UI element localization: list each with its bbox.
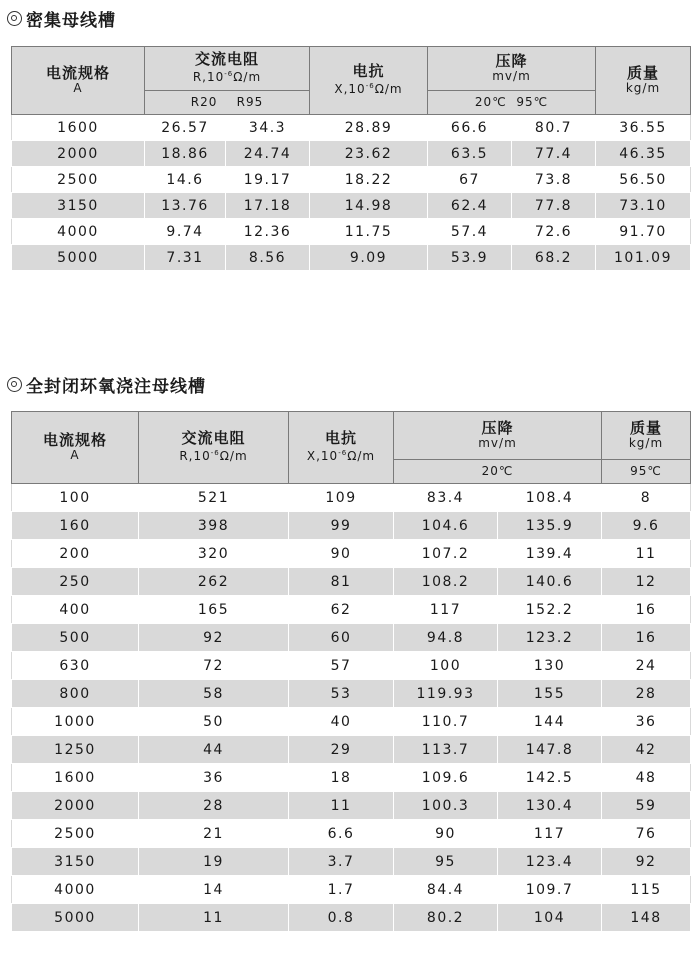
table-cell: 18 bbox=[289, 764, 394, 792]
section-1-title bbox=[7, 6, 116, 31]
table-cell: 142.5 bbox=[498, 764, 602, 792]
table-cell: 108.4 bbox=[498, 484, 602, 512]
table-cell: 77.4 bbox=[512, 141, 596, 167]
table-cell: 1600 bbox=[12, 764, 139, 792]
table-cell: 19 bbox=[139, 848, 289, 876]
table-row bbox=[12, 596, 691, 624]
table-row bbox=[12, 876, 691, 904]
table-cell: 9.6 bbox=[602, 512, 691, 540]
table-row bbox=[12, 624, 691, 652]
table-cell: 26.57 bbox=[145, 115, 226, 141]
table-cell: 73.8 bbox=[512, 167, 596, 193]
table-cell: 119.93 bbox=[394, 680, 498, 708]
table-cell: 14 bbox=[139, 876, 289, 904]
table-cell: 81 bbox=[289, 568, 394, 596]
table-cell: 84.4 bbox=[394, 876, 498, 904]
table-row bbox=[12, 568, 691, 596]
table-cell: 200 bbox=[12, 540, 139, 568]
table-cell: 2000 bbox=[12, 141, 145, 167]
table-cell: 60 bbox=[289, 624, 394, 652]
table-cell: 14.6 bbox=[145, 167, 226, 193]
table-cell: 104.6 bbox=[394, 512, 498, 540]
table-cell: 42 bbox=[602, 736, 691, 764]
section-2-title bbox=[7, 372, 206, 397]
table-cell: 9.09 bbox=[310, 245, 428, 271]
table-row bbox=[12, 141, 691, 167]
table-row bbox=[12, 193, 691, 219]
table-cell: 63.5 bbox=[428, 141, 512, 167]
table-cell: 83.4 bbox=[394, 484, 498, 512]
table-cell: 13.76 bbox=[145, 193, 226, 219]
table-cell: 109.7 bbox=[498, 876, 602, 904]
table-cell: 117 bbox=[394, 596, 498, 624]
table-cell: 130 bbox=[498, 652, 602, 680]
table-cell: 68.2 bbox=[512, 245, 596, 271]
table-cell: 94.8 bbox=[394, 624, 498, 652]
table-cell: 80.7 bbox=[512, 115, 596, 141]
table-cell: 2000 bbox=[12, 792, 139, 820]
header-voltage-drop: 压降 mv/m bbox=[394, 412, 602, 460]
table-cell: 16 bbox=[602, 596, 691, 624]
header-reactance: 电抗 $X,10^{-6}\Omega/m$ bbox=[310, 47, 428, 115]
table-cell: 40 bbox=[289, 708, 394, 736]
table-row bbox=[12, 848, 691, 876]
table-row bbox=[12, 115, 691, 141]
table-cell: 73.10 bbox=[596, 193, 691, 219]
table-cell: 115 bbox=[602, 876, 691, 904]
table-cell: 11 bbox=[289, 792, 394, 820]
table-cell: 100 bbox=[12, 484, 139, 512]
table-row bbox=[12, 680, 691, 708]
table-cell: 4000 bbox=[12, 219, 145, 245]
table-cell: 3150 bbox=[12, 193, 145, 219]
table-cell: 36.55 bbox=[596, 115, 691, 141]
table-cell: 44 bbox=[139, 736, 289, 764]
table-cell: 16 bbox=[602, 624, 691, 652]
section-2-title-text: 全封闭环氧浇注母线槽 bbox=[26, 377, 206, 397]
table-cell: 108.2 bbox=[394, 568, 498, 596]
table-cell: 500 bbox=[12, 624, 139, 652]
table-row bbox=[12, 652, 691, 680]
table-cell: 80.2 bbox=[394, 904, 498, 932]
table-cell: 0.8 bbox=[289, 904, 394, 932]
table-cell: 17.18 bbox=[226, 193, 310, 219]
table-cell: 19.17 bbox=[226, 167, 310, 193]
table-cell: 92 bbox=[139, 624, 289, 652]
table-row bbox=[12, 540, 691, 568]
table-cell: 398 bbox=[139, 512, 289, 540]
table-cell: 77.8 bbox=[512, 193, 596, 219]
table-row bbox=[12, 219, 691, 245]
table-cell: 400 bbox=[12, 596, 139, 624]
circle-bullet-icon bbox=[7, 11, 22, 26]
table-cell: 53.9 bbox=[428, 245, 512, 271]
header-reactance: 电抗 $X,10^{-6}\Omega/m$ bbox=[289, 412, 394, 484]
table-cell: 21 bbox=[139, 820, 289, 848]
table-cell: 123.4 bbox=[498, 848, 602, 876]
table-row bbox=[12, 484, 691, 512]
table-cell: 90 bbox=[394, 820, 498, 848]
table-cell: 36 bbox=[139, 764, 289, 792]
table-cell: 67 bbox=[428, 167, 512, 193]
table-cell: 109.6 bbox=[394, 764, 498, 792]
table-cell: 8 bbox=[602, 484, 691, 512]
dense-busway-table bbox=[11, 46, 691, 271]
header-mass: 质量 kg/m bbox=[602, 412, 691, 460]
table-cell: 123.2 bbox=[498, 624, 602, 652]
table-cell: 62.4 bbox=[428, 193, 512, 219]
table-cell: 48 bbox=[602, 764, 691, 792]
table-cell: 109 bbox=[289, 484, 394, 512]
table-cell: 1600 bbox=[12, 115, 145, 141]
epoxy-busway-table-body bbox=[12, 484, 691, 932]
table-cell: 130.4 bbox=[498, 792, 602, 820]
table-cell: 1000 bbox=[12, 708, 139, 736]
table-row bbox=[12, 764, 691, 792]
header-drop-temps: 20℃ 95℃ bbox=[428, 91, 596, 115]
table-cell: 6.6 bbox=[289, 820, 394, 848]
table-cell: 34.3 bbox=[226, 115, 310, 141]
table-cell: 66.6 bbox=[428, 115, 512, 141]
table-cell: 101.09 bbox=[596, 245, 691, 271]
table-cell: 2500 bbox=[12, 167, 145, 193]
table-cell: 95 bbox=[394, 848, 498, 876]
table-cell: 107.2 bbox=[394, 540, 498, 568]
table-cell: 58 bbox=[139, 680, 289, 708]
table-cell: 5000 bbox=[12, 904, 139, 932]
table-cell: 9.74 bbox=[145, 219, 226, 245]
header-drop-temp: 20℃ bbox=[394, 460, 602, 484]
dense-busway-table-body bbox=[12, 115, 691, 271]
table-cell: 28 bbox=[602, 680, 691, 708]
table-cell: 24 bbox=[602, 652, 691, 680]
table-cell: 90 bbox=[289, 540, 394, 568]
table-cell: 140.6 bbox=[498, 568, 602, 596]
table-cell: 12.36 bbox=[226, 219, 310, 245]
table-cell: 117 bbox=[498, 820, 602, 848]
table-cell: 72.6 bbox=[512, 219, 596, 245]
table-cell: 50 bbox=[139, 708, 289, 736]
table-cell: 7.31 bbox=[145, 245, 226, 271]
table-cell: 160 bbox=[12, 512, 139, 540]
table-cell: 250 bbox=[12, 568, 139, 596]
table-cell: 147.8 bbox=[498, 736, 602, 764]
table-cell: 46.35 bbox=[596, 141, 691, 167]
header-resistance-temps: R20 R95 bbox=[145, 91, 310, 115]
table-cell: 99 bbox=[289, 512, 394, 540]
header-spec: 电流规格 A bbox=[12, 412, 139, 484]
table-cell: 521 bbox=[139, 484, 289, 512]
table-cell: 152.2 bbox=[498, 596, 602, 624]
table-cell: 100.3 bbox=[394, 792, 498, 820]
table-cell: 139.4 bbox=[498, 540, 602, 568]
table-cell: 53 bbox=[289, 680, 394, 708]
table-cell: 262 bbox=[139, 568, 289, 596]
table-cell: 62 bbox=[289, 596, 394, 624]
table-cell: 8.56 bbox=[226, 245, 310, 271]
table-cell: 320 bbox=[139, 540, 289, 568]
table-row bbox=[12, 736, 691, 764]
table-cell: 630 bbox=[12, 652, 139, 680]
table-cell: 14.98 bbox=[310, 193, 428, 219]
table-cell: 165 bbox=[139, 596, 289, 624]
header-mass: 质量 kg/m bbox=[596, 47, 691, 115]
table-cell: 110.7 bbox=[394, 708, 498, 736]
table-cell: 800 bbox=[12, 680, 139, 708]
table-cell: 11 bbox=[139, 904, 289, 932]
table-cell: 5000 bbox=[12, 245, 145, 271]
table-cell: 104 bbox=[498, 904, 602, 932]
table-row bbox=[12, 708, 691, 736]
table-row bbox=[12, 820, 691, 848]
table-row bbox=[12, 512, 691, 540]
header-mass-temp: 95℃ bbox=[602, 460, 691, 484]
table-cell: 100 bbox=[394, 652, 498, 680]
header-spec: 电流规格 A bbox=[12, 47, 145, 115]
table-cell: 135.9 bbox=[498, 512, 602, 540]
table-cell: 59 bbox=[602, 792, 691, 820]
table-cell: 76 bbox=[602, 820, 691, 848]
table-cell: 113.7 bbox=[394, 736, 498, 764]
table-cell: 148 bbox=[602, 904, 691, 932]
table-cell: 4000 bbox=[12, 876, 139, 904]
table-cell: 1.7 bbox=[289, 876, 394, 904]
table-cell: 28.89 bbox=[310, 115, 428, 141]
table-cell: 57.4 bbox=[428, 219, 512, 245]
table-row bbox=[12, 245, 691, 271]
table-cell: 18.86 bbox=[145, 141, 226, 167]
table-cell: 36 bbox=[602, 708, 691, 736]
table-row bbox=[12, 167, 691, 193]
table-cell: 11 bbox=[602, 540, 691, 568]
table-cell: 155 bbox=[498, 680, 602, 708]
table-cell: 2500 bbox=[12, 820, 139, 848]
table-cell: 57 bbox=[289, 652, 394, 680]
table-cell: 18.22 bbox=[310, 167, 428, 193]
table-cell: 144 bbox=[498, 708, 602, 736]
table-cell: 92 bbox=[602, 848, 691, 876]
table-cell: 29 bbox=[289, 736, 394, 764]
table-cell: 1250 bbox=[12, 736, 139, 764]
table-cell: 11.75 bbox=[310, 219, 428, 245]
table-cell: 3.7 bbox=[289, 848, 394, 876]
section-1-title-text: 密集母线槽 bbox=[26, 11, 116, 31]
table-row bbox=[12, 792, 691, 820]
header-resistance: 交流电阻 $R,10^{-6}\Omega/m$ bbox=[139, 412, 289, 484]
epoxy-busway-table bbox=[11, 411, 691, 932]
table-cell: 28 bbox=[139, 792, 289, 820]
table-row bbox=[12, 904, 691, 932]
table-cell: 24.74 bbox=[226, 141, 310, 167]
header-voltage-drop: 压降 mv/m bbox=[428, 47, 596, 91]
table-cell: 12 bbox=[602, 568, 691, 596]
header-resistance: 交流电阻 $R,10^{-6}\Omega/m$ bbox=[145, 47, 310, 91]
circle-bullet-icon bbox=[7, 377, 22, 392]
table-cell: 3150 bbox=[12, 848, 139, 876]
table-cell: 56.50 bbox=[596, 167, 691, 193]
table-cell: 72 bbox=[139, 652, 289, 680]
table-cell: 23.62 bbox=[310, 141, 428, 167]
table-cell: 91.70 bbox=[596, 219, 691, 245]
